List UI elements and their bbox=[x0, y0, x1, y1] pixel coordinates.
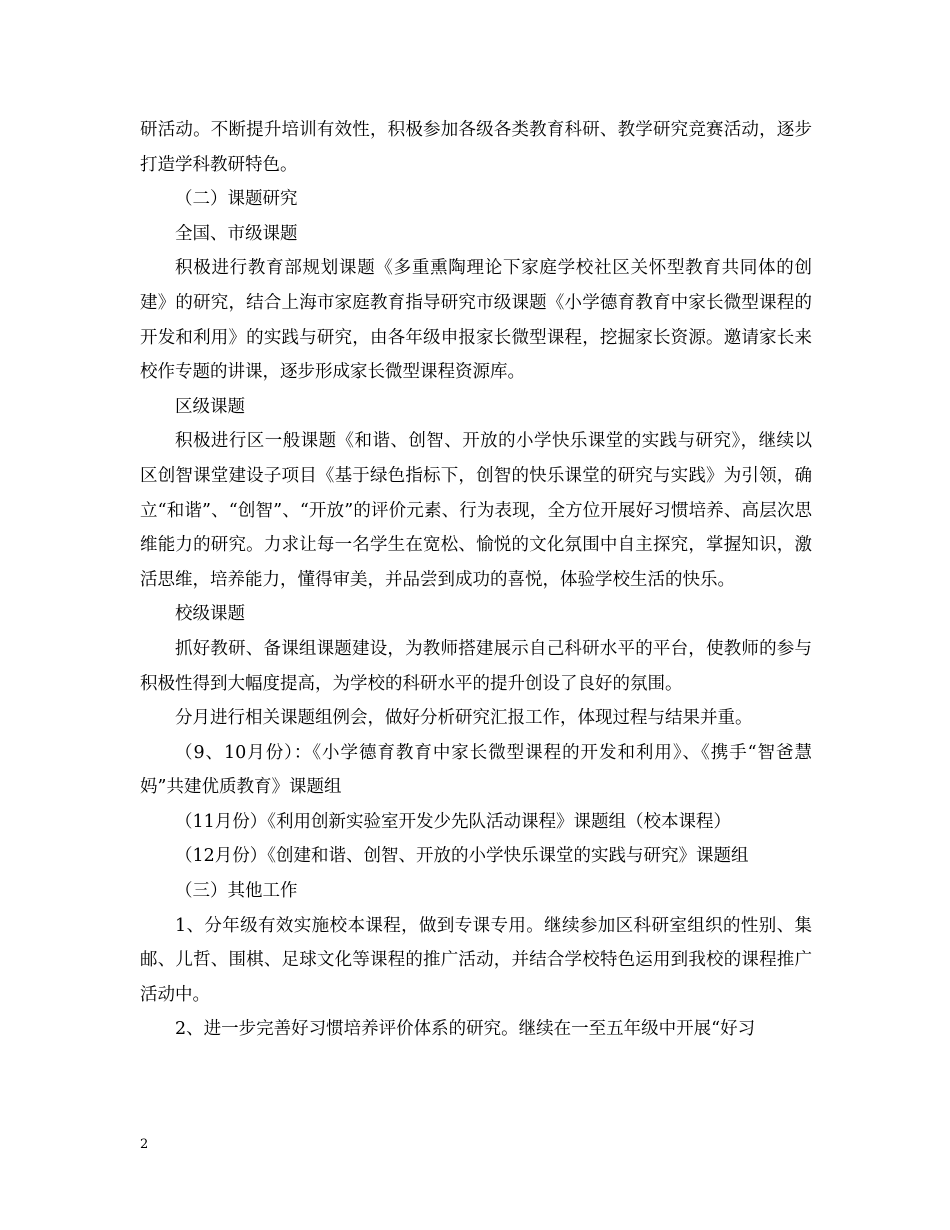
paragraph-11: （12月份）《创建和谐、创智、开放的小学快乐课堂的实践与研究》课题组 bbox=[175, 846, 749, 867]
paragraph-8: 分月进行相关课题组例会，做好分析研究汇报工作，体现过程与结果并重。 bbox=[175, 708, 753, 729]
subheading-district: 区级课题 bbox=[175, 396, 245, 417]
paragraph-7: 抓好教研、备课组课题建设，为教师搭建展示自己科研水平的平台，使教师的参与积极性得到大幅度提高，为学校的科研水平的提升创设了良好的氛围。 bbox=[140, 638, 812, 694]
page-number: 2 bbox=[140, 1137, 149, 1152]
paragraph-13: 1、分年级有效实施校本课程，做到专课专用。继续参加区科研室组织的性别、集邮、儿哲、围棋、足球文化等课程的推广活动，并结合学校特色运用到我校的课程推广活动中。 bbox=[140, 915, 812, 1005]
section-heading-subject-research: （二）课题研究 bbox=[175, 189, 298, 210]
subheading-school: 校级课题 bbox=[175, 604, 245, 625]
paragraph-9: （9、10月份）：《小学德育教育中家长微型课程的开发和利用》、《携手“智爸慧妈”共建优质教育》课题组 bbox=[140, 742, 812, 798]
document-body bbox=[140, 113, 812, 1047]
subheading-national-city: 全国、市级课题 bbox=[175, 223, 298, 244]
paragraph-0: 研活动。不断提升培训有效性，积极参加各级各类教育科研、教学研究竞赛活动，逐步打造学科教研特色。 bbox=[140, 120, 812, 175]
paragraph-14: 2、进一步完善好习惯培养评价体系的研究。继续在一至五年级中开展“好习 bbox=[175, 1019, 756, 1040]
section-heading-other-work: （三）其他工作 bbox=[175, 881, 298, 902]
paragraph-5: 积极进行区一般课题《和谐、创智、开放的小学快乐课堂的实践与研究》，继续以区创智课堂建设子项目《基于绿色指标下，创智的快乐课堂的研究与实践》为引领，确立“和谐”、“创智”、“开放”的评价元素、行为表现，全方位开展好习惯培养、高层次思维能力的研究。力求让每一名学生在宽松、愉悦的文化氛围中自主探究，掌握知识，激活思维，培养能力，懂得审美，并品尝到成功的喜悦，体验学校生活的快乐。 bbox=[140, 431, 812, 590]
paragraph-3: 积极进行教育部规划课题《多重熏陶理论下家庭学校社区关怀型教育共同体的创建》的研究，结合上海市家庭教育指导研究市级课题《小学德育教育中家长微型课程的开发和利用》的实践与研究，由各年级申报家长微型课程，挖掘家长资源。邀请家长来校作专题的讲课，逐步形成家长微型课程资源库。 bbox=[140, 258, 812, 383]
paragraph-10: （11月份）《利用创新实验室开发少先队活动课程》课题组（校本课程） bbox=[175, 811, 732, 832]
